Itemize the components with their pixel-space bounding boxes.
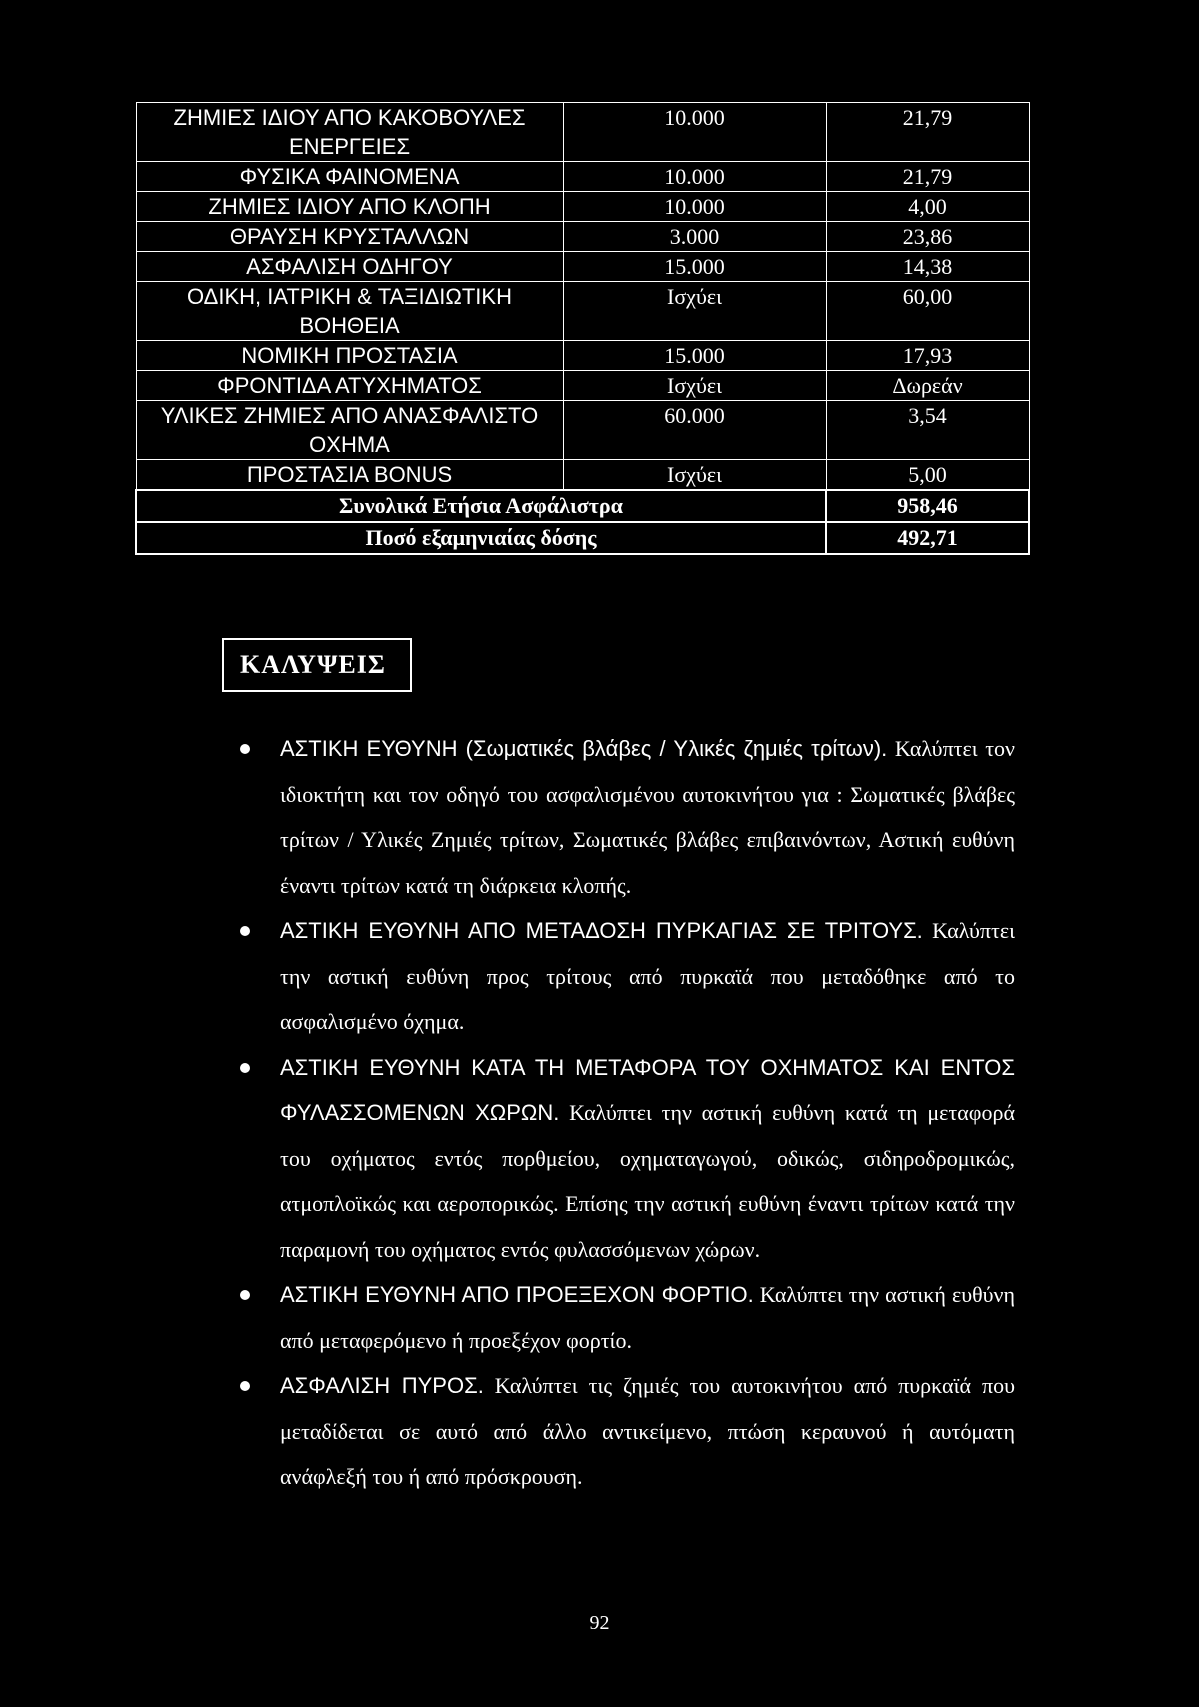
cover-name: ΑΣΦΑΛΙΣΗ ΟΔΗΓΟΥ bbox=[136, 252, 563, 282]
cover-premium: 60,00 bbox=[826, 282, 1029, 341]
coverage-heading: ΑΣΤΙΚΗ ΕΥΘΥΝΗ ΑΠΟ ΜΕΤΑΔΟΣΗ ΠΥΡΚΑΓΙΑΣ ΣΕ ΤΡΙΤΟΥΣ. bbox=[280, 918, 923, 943]
cover-limit: 10.000 bbox=[563, 162, 826, 192]
cover-premium: 14,38 bbox=[826, 252, 1029, 282]
table-row bbox=[136, 192, 1029, 222]
coverage-heading: ΑΣΤΙΚΗ ΕΥΘΥΝΗ (Σωματικές βλάβες / Υλικές ζημιές τρίτων). bbox=[280, 736, 888, 761]
total-value: 958,46 bbox=[826, 490, 1029, 522]
table-row bbox=[136, 371, 1029, 401]
total-row-installment bbox=[136, 522, 1029, 554]
table-row bbox=[136, 282, 1029, 341]
cover-limit: 10.000 bbox=[563, 192, 826, 222]
table-row bbox=[136, 222, 1029, 252]
coverage-text: Καλύπτει τις ζημιές του αυτοκινήτου από πυρκαϊά που μεταδίδεται σε αυτό από άλλο αντικείμενο, πτώση κεραυνού ή αυτόματη ανάφλεξή του ή από πρόσκρουση. bbox=[280, 1373, 1015, 1489]
coverage-heading: ΑΣΤΙΚΗ ΕΥΘΥΝΗ ΚΑΤΑ ΤΗ ΜΕΤΑΦΟΡΑ ΤΟΥ ΟΧΗΜΑΤΟΣ ΚΑΙ ΕΝΤΟΣ ΦΥΛΑΣΣΟΜΕΝΩΝ ΧΩΡΩΝ. bbox=[280, 1054, 1015, 1125]
total-row-annual bbox=[136, 490, 1029, 522]
cover-premium: 21,79 bbox=[826, 162, 1029, 192]
section-title-coverages: ΚΑΛΥΨΕΙΣ bbox=[222, 638, 412, 692]
table-row bbox=[136, 162, 1029, 192]
coverage-text: Καλύπτει την αστική ευθύνη κατά τη μεταφορά του οχήματος εντός πορθμείου, οχηματαγωγού, οδικώς, σιδηροδρομικώς, ατμοπλοϊκώς και αεροπορικώς. Επίσης την αστική ευθύνη έναντι τρίτων κατά την παραμονή του οχήματος εντός φυλασσόμενων χώρων. bbox=[280, 1100, 1015, 1262]
page-number: 92 bbox=[589, 1612, 610, 1634]
cover-premium: 21,79 bbox=[826, 103, 1029, 162]
cover-name: ΟΔΙΚΗ, ΙΑΤΡΙΚΗ & ΤΑΞΙΔΙΩΤΙΚΗ ΒΟΗΘΕΙΑ bbox=[136, 282, 563, 341]
table-row bbox=[136, 401, 1029, 460]
cover-name: ΖΗΜΙΕΣ ΙΔΙΟΥ ΑΠΟ ΚΛΟΠΗ bbox=[136, 192, 563, 222]
cover-premium: 17,93 bbox=[826, 341, 1029, 371]
cover-premium: 5,00 bbox=[826, 460, 1029, 491]
cover-name: ΦΡΟΝΤΙΔΑ ΑΤΥΧΗΜΑΤΟΣ bbox=[136, 371, 563, 401]
cover-name: ΥΛΙΚΕΣ ΖΗΜΙΕΣ ΑΠΟ ΑΝΑΣΦΑΛΙΣΤΟ ΟΧΗΜΑ bbox=[136, 401, 563, 460]
coverage-text: Καλύπτει την αστική ευθύνη προς τρίτους από πυρκαϊά που μεταδόθηκε από το ασφαλισμένο όχημα. bbox=[280, 918, 1015, 1034]
bullet-icon bbox=[240, 1063, 250, 1073]
total-label: Ποσό εξαμηνιαίας δόσης bbox=[136, 522, 826, 554]
cover-limit: Ισχύει bbox=[563, 371, 826, 401]
cover-limit: 10.000 bbox=[563, 103, 826, 162]
cover-name: ΦΥΣΙΚΑ ΦΑΙΝΟΜΕΝΑ bbox=[136, 162, 563, 192]
list-item bbox=[240, 726, 1015, 908]
total-value: 492,71 bbox=[826, 522, 1029, 554]
coverage-heading: ΑΣΦΑΛΙΣΗ ΠΥΡΟΣ. bbox=[280, 1373, 484, 1398]
cover-name: ΝΟΜΙΚΗ ΠΡΟΣΤΑΣΙΑ bbox=[136, 341, 563, 371]
cover-limit: Ισχύει bbox=[563, 282, 826, 341]
cover-name: ΖΗΜΙΕΣ ΙΔΙΟΥ ΑΠΟ ΚΑΚΟΒΟΥΛΕΣ ΕΝΕΡΓΕΙΕΣ bbox=[136, 103, 563, 162]
table-row bbox=[136, 252, 1029, 282]
cover-limit: 60.000 bbox=[563, 401, 826, 460]
table-row bbox=[136, 460, 1029, 491]
cover-premium: 3,54 bbox=[826, 401, 1029, 460]
coverage-text: Καλύπτει την αστική ευθύνη από μεταφερόμενο ή προεξέχον φορτίο. bbox=[280, 1282, 1015, 1353]
cover-premium: Δωρεάν bbox=[826, 371, 1029, 401]
list-item bbox=[240, 1272, 1015, 1363]
cover-premium: 23,86 bbox=[826, 222, 1029, 252]
list-item bbox=[240, 1045, 1015, 1273]
table-row bbox=[136, 341, 1029, 371]
bullet-icon bbox=[240, 1381, 250, 1391]
list-item bbox=[240, 908, 1015, 1045]
cover-premium: 4,00 bbox=[826, 192, 1029, 222]
coverage-list bbox=[240, 726, 1015, 1500]
premium-table bbox=[135, 102, 1030, 555]
total-label: Συνολικά Ετήσια Ασφάλιστρα bbox=[136, 490, 826, 522]
cover-limit: Ισχύει bbox=[563, 460, 826, 491]
cover-limit: 3.000 bbox=[563, 222, 826, 252]
bullet-icon bbox=[240, 926, 250, 936]
list-item bbox=[240, 1363, 1015, 1500]
cover-name: ΘΡΑΥΣΗ ΚΡΥΣΤΑΛΛΩΝ bbox=[136, 222, 563, 252]
table-row bbox=[136, 103, 1029, 162]
cover-limit: 15.000 bbox=[563, 252, 826, 282]
coverage-text: Καλύπτει τον ιδιοκτήτη και τον οδηγό του ασφαλισμένου αυτοκινήτου για : Σωματικές βλάβες τρίτων / Υλικές Ζημιές τρίτων, Σωματικές βλάβες επιβαινόντων, Αστική ευθύνη έναντι τρίτων κατά τη διάρκεια κλοπής. bbox=[280, 736, 1016, 898]
coverage-heading: ΑΣΤΙΚΗ ΕΥΘΥΝΗ ΑΠΟ ΠΡΟΕΞΕΧΟΝ ΦΟΡΤΙΟ. bbox=[280, 1282, 754, 1307]
cover-name: ΠΡΟΣΤΑΣΙΑ BONUS bbox=[136, 460, 563, 491]
bullet-icon bbox=[240, 1290, 250, 1300]
cover-limit: 15.000 bbox=[563, 341, 826, 371]
bullet-icon bbox=[240, 744, 250, 754]
